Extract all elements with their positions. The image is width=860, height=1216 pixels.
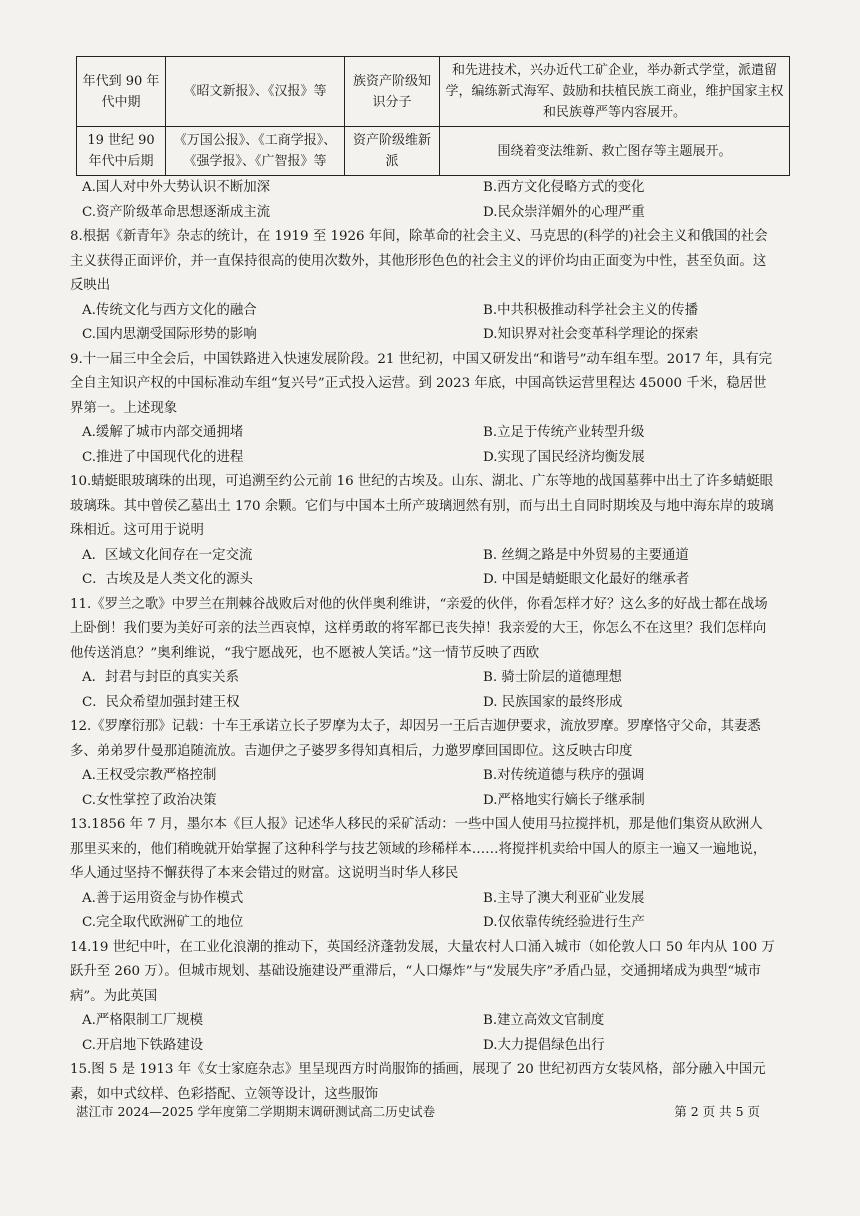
answer-option: D.民众崇洋媚外的心理严重 <box>483 204 645 220</box>
answer-option: C．民众希望加强封建王权 <box>82 694 240 710</box>
question <box>70 813 776 936</box>
answer-option: A.传统文化与西方文化的融合 <box>82 302 257 318</box>
answer-option: D. 民族国家的最终形成 <box>483 694 623 710</box>
answer-option: D. 中国是蜻蜓眼文化最好的继承者 <box>483 572 690 587</box>
answer-option: B.中共积极推动科学社会主义的传播 <box>483 302 698 318</box>
question <box>70 593 776 716</box>
answer-option: D.知识界对社会变革科学理论的探索 <box>483 327 699 342</box>
question <box>70 176 776 225</box>
option-list <box>70 176 776 225</box>
answer-option: D.实现了国民经济均衡发展 <box>483 449 645 465</box>
page-number: 第 2 页 共 5 页 <box>674 1104 760 1119</box>
newspaper-table <box>76 56 790 176</box>
question-stem: 9.十一届三中全会后，中国铁路进入快速发展阶段。21 世纪初，中国又研发出“和谐号”动车组车型。2017 年，具有完全自主知识产权的中国标准动车组“复兴号”正式投入运营。到 2023 年底，中国高铁运营里程达 45000 千米，稳居世界第一。上述现象 <box>70 351 773 416</box>
answer-option: C.资产阶级革命思想逐渐成主流 <box>82 204 271 220</box>
answer-option: C．古埃及是人类文化的源头 <box>82 572 253 587</box>
period-cell: 19 世纪 90 年代中后期 <box>77 127 166 176</box>
footer-title: 湛江市 2024—2025 学年度第二学期期末调研测试高二历史试卷 <box>76 1104 436 1119</box>
question <box>70 225 776 348</box>
papers-cell: 《万国公报》、《工商学报》、《强学报》、《广智报》等 <box>166 127 345 176</box>
option-list <box>70 544 776 593</box>
page-footer <box>76 1100 760 1125</box>
answer-option: C.女性掌控了政治决策 <box>82 792 217 808</box>
answer-option: D.严格地实行嫡长子继承制 <box>483 792 645 808</box>
founders-cell: 资产阶级维新派 <box>345 127 440 176</box>
question-stem: 8.根据《新青年》杂志的统计，在 1919 至 1926 年间，除革命的社会主义、马克思的(科学的)社会主义和俄国的社会主义获得正面评价，并一直保持很高的使用次数外，其他形形色色的社会主义的评价均由正面变为中性，甚至负面。这反映出 <box>70 229 768 293</box>
question-stem: 11.《罗兰之歌》中罗兰在荆棘谷战败后对他的伙伴奥利维讲，“亲爱的伙伴，你看怎样才好？这么多的好战士都在战场上卧倒！我们要为美好可亲的法兰西哀悼，这样勇敢的将军都已丧失掉！我亲爱的大王，你怎么不在这里？我们怎样向他传送消息？”奥利维说，“我宁愿战死，也不愿被人笑话。”这一情节反映了西欧 <box>70 596 768 661</box>
option-list <box>70 887 776 936</box>
answer-option: D.仅依靠传统经验进行生产 <box>483 915 645 930</box>
question-list <box>70 176 776 1107</box>
question-stem: 13.1856 年 7 月，墨尔本《巨人报》记述华人移民的采矿活动：一些中国人使用马拉搅拌机，那是他们集资从欧洲人那里买来的，他们稍晚就开始掌握了这种科学与技艺领域的珍稀样本……将搅拌机卖给中国人的原主一遍又一遍地说，华人通过坚持不懈获得了本来会错过的财富。这说明当时华人移民 <box>70 817 767 881</box>
answer-option: A.严格限制工厂规模 <box>82 1013 204 1028</box>
question-stem: 12.《罗摩衍那》记载：十车王承诺立长子罗摩为太子，却因另一王后吉迦伊要求，流放罗摩。罗摩恪守父命，其妻悉多、弟弟罗什曼那追随流放。吉迦伊之子婆罗多得知真相后，力邀罗摩回国即位。这反映古印度 <box>70 719 761 759</box>
question <box>70 936 776 1059</box>
answer-option: A．封君与封臣的真实关系 <box>82 670 239 685</box>
answer-option: A.国人对中外大势认识不断加深 <box>82 180 271 195</box>
table-row <box>77 127 790 176</box>
answer-option: B.主导了澳大利亚矿业发展 <box>483 890 645 906</box>
question-stem: 14.19 世纪中叶，在工业化浪潮的推动下，英国经济蓬勃发展，大量农村人口涌入城市（如伦敦人口 50 年内从 100 万跃升至 260 万）。但城市规划、基础设施建设严重滞后，“人口爆炸”与“发展失序”矛盾凸显，交通拥堵成为典型“城市病”。为此英国 <box>70 939 775 1004</box>
answer-option: D.大力提倡绿色出行 <box>483 1037 605 1053</box>
answer-option: B.建立高效文官制度 <box>483 1013 605 1028</box>
answer-option: A.缓解了城市内部交通拥堵 <box>82 425 244 440</box>
content-cell: 围绕着变法维新、救亡图存等主题展开。 <box>440 127 790 176</box>
question <box>70 348 776 471</box>
answer-option: C.推进了中国现代化的进程 <box>82 449 244 465</box>
answer-option: B.西方文化侵略方式的变化 <box>483 180 645 195</box>
question-stem: 10.蜻蜓眼玻璃珠的出现，可追溯至约公元前 16 世纪的古埃及。山东、湖北、广东等地的战国墓葬中出土了许多蜻蜓眼玻璃珠。其中曾侯乙墓出土 170 余颗。它们与中国本土所产玻璃迥然有别，而与出土自同时期埃及与地中海东岸的玻璃珠相近。这可用于说明 <box>70 474 774 538</box>
question <box>70 715 776 813</box>
answer-option: A.王权受宗教严格控制 <box>82 768 217 783</box>
option-list <box>70 764 776 813</box>
option-list <box>70 421 776 470</box>
answer-option: B. 骑士阶层的道德理想 <box>483 670 622 685</box>
question <box>70 470 776 593</box>
papers-cell: 《昭文新报》、《汉报》等 <box>166 57 345 127</box>
answer-option: B.立足于传统产业转型升级 <box>483 425 645 440</box>
period-cell: 年代到 90 年代中期 <box>77 57 166 127</box>
answer-option: A．区域文化间存在一定交流 <box>82 547 253 563</box>
option-list <box>70 1009 776 1058</box>
answer-option: C.完全取代欧洲矿工的地位 <box>82 915 244 930</box>
answer-option: A.善于运用资金与协作模式 <box>82 890 244 906</box>
answer-option: B. 丝绸之路是中外贸易的主要通道 <box>483 547 689 563</box>
table-row <box>77 57 790 127</box>
option-list <box>70 299 776 348</box>
question-stem: 15.图 5 是 1913 年《女士家庭杂志》里呈现西方时尚服饰的插画，展现了 20 世纪初西方女装风格，部分融入中国元素，如中式纹样、色彩搭配、立领等设计，这些服饰 <box>70 1062 766 1102</box>
answer-option: B.对传统道德与秩序的强调 <box>483 768 645 783</box>
answer-option: C.开启地下铁路建设 <box>82 1037 204 1053</box>
answer-option: C.国内思潮受国际形势的影响 <box>82 327 257 342</box>
option-list <box>70 666 776 715</box>
founders-cell: 族资产阶级知识分子 <box>345 57 440 127</box>
content-cell: 和先进技术，兴办近代工矿企业，举办新式学堂，派遣留学，编练新式海军、鼓励和扶植民族工商业，维护国家主权和民族尊严等内容展开。 <box>440 57 790 127</box>
